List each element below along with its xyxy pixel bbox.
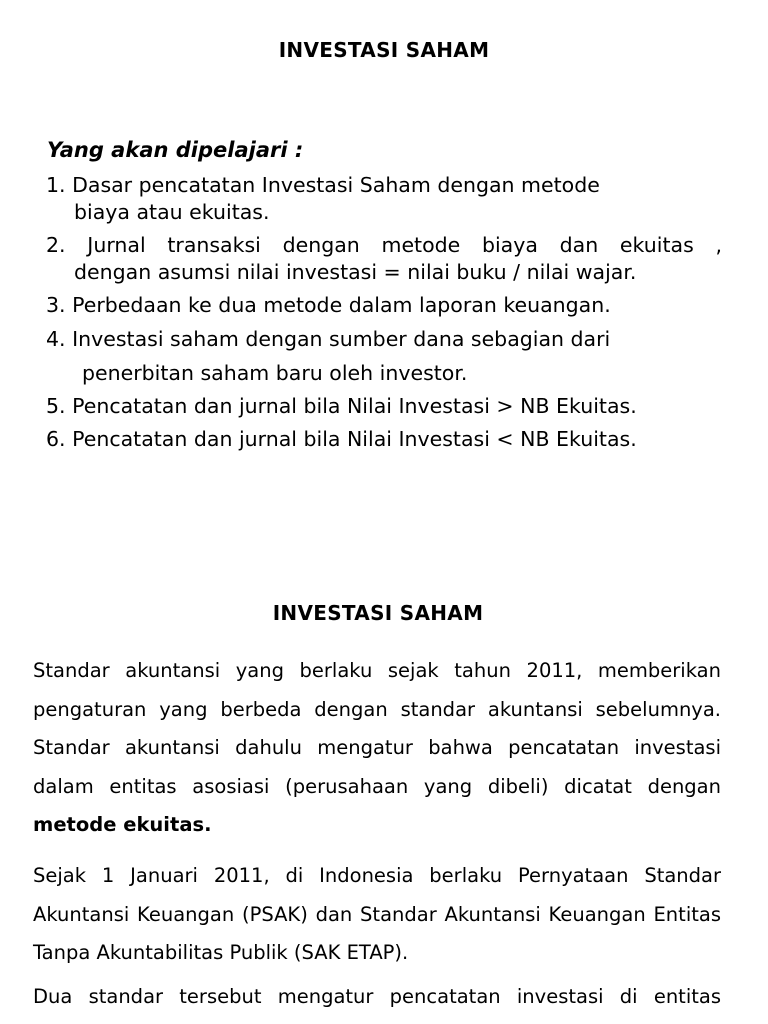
paragraph <box>33 652 721 845</box>
paragraph-bold-text: metode ekuitas. <box>33 813 212 836</box>
list-item <box>46 393 722 420</box>
list-item-number: 4. <box>46 327 66 351</box>
section1-title: INVESTASI SAHAM <box>278 38 490 62</box>
list-item-number: 6. <box>46 427 66 451</box>
list-item-text-continued: dengan asumsi nilai investasi = nilai buku / nilai wajar. <box>74 260 637 284</box>
list-item-text-continued: biaya atau ekuitas. <box>74 200 270 224</box>
list-item <box>46 232 722 286</box>
list-item-number: 3. <box>46 293 66 317</box>
list-item-text: Jurnal transaksi dengan metode biaya dan ekuitas , <box>87 233 722 257</box>
list-item-text: Investasi saham dengan sumber dana sebagian dari <box>72 327 611 351</box>
section2-title: INVESTASI SAHAM <box>272 601 484 625</box>
list-item <box>46 326 722 387</box>
list-item-text: Dasar pencatatan Investasi Saham dengan metode <box>72 173 600 197</box>
list-item <box>46 292 722 319</box>
list-item-text: Pencatatan dan jurnal bila Nilai Investasi > NB Ekuitas. <box>72 394 637 418</box>
list-item-number: 5. <box>46 394 66 418</box>
list-item-number: 1. <box>46 173 66 197</box>
list-item <box>46 426 722 453</box>
list-item-number: 2. <box>46 233 66 257</box>
list-item-text: Perbedaan ke dua metode dalam laporan keuangan. <box>72 293 611 317</box>
list-item-text: Pencatatan dan jurnal bila Nilai Investasi < NB Ekuitas. <box>72 427 637 451</box>
paragraph-text: Standar akuntansi yang berlaku sejak tahun 2011, memberikan pengaturan yang berbeda dengan standar akuntansi sebelumnya. Standar akuntansi dahulu mengatur bahwa pencatatan investasi dalam entitas asosiasi (perusahaan yang dibeli) dicatat dengan <box>33 659 721 798</box>
list-item <box>46 172 722 226</box>
paragraph: Sejak 1 Januari 2011, di Indonesia berlaku Pernyataan Standar Akuntansi Keuangan (PSAK) dan Standar Akuntansi Keuangan Entitas Tanpa Akuntabilitas Publik (SAK ETAP). <box>33 864 721 964</box>
list-item-text-continued: penerbitan saham baru oleh investor. <box>82 361 468 385</box>
learning-objectives-heading: Yang akan dipelajari : <box>47 138 304 162</box>
paragraph: Dua standar tersebut mengatur pencatatan investasi di entitas <box>33 985 721 1008</box>
